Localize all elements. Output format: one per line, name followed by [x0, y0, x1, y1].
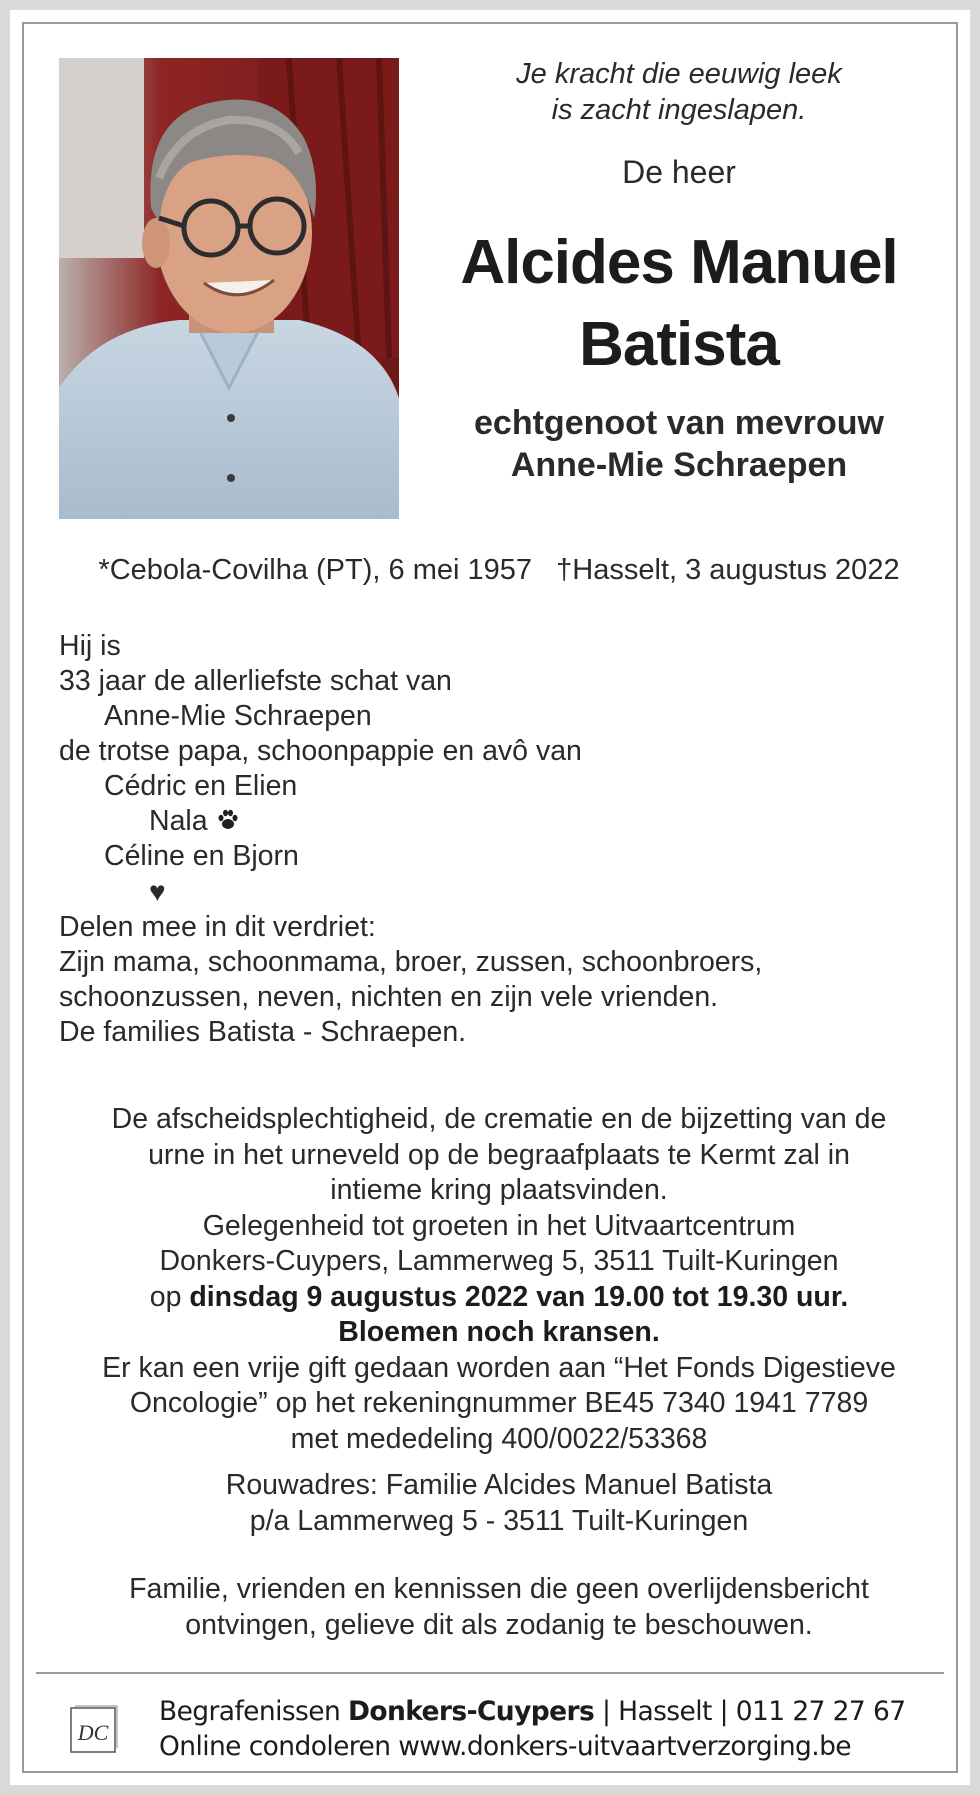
address-line-1: Rouwadres: Familie Alcides Manuel Batista [225, 1469, 773, 1501]
relatives-line-2: schoonzussen, neven, nichten en zijn vele vrienden. [59, 981, 719, 1013]
service-line-2: urne in het urneveld op de begraafplaats te Kermt zal in [148, 1138, 850, 1171]
deceased-name [424, 222, 934, 386]
service-line-3: intieme kring plaatsvinden. [330, 1174, 668, 1206]
service-date-line [54, 1280, 944, 1316]
service-line-5: Donkers-Cuypers, Lammerweg 5, 3511 Tuilt-Kuringen [159, 1245, 839, 1277]
no-flowers-line [54, 1315, 944, 1351]
service-date: dinsdag 9 augustus 2022 van 19.00 tot 19.30 uur. [189, 1280, 849, 1313]
family-partner: Anne-Mie Schraepen [104, 700, 372, 732]
family-years: 33 jaar de allerliefste schat van [59, 665, 452, 697]
footer-line-1 [159, 1694, 906, 1729]
svg-text:DC: DC [77, 1720, 109, 1745]
footer-contact: | Hasselt | 011 27 27 67 [594, 1696, 906, 1727]
service-line-4: Gelegenheid tot groeten in het Uitvaartcentrum [202, 1209, 796, 1242]
quote-line-1: Je kracht die eeuwig leek [516, 58, 842, 90]
share-intro: Delen mee in dit verdriet: [59, 911, 376, 943]
service-line-10: met mededeling 400/0022/53368 [290, 1422, 708, 1455]
families-line: De families Batista - Schraepen. [59, 1016, 467, 1048]
family-intro: Hij is [59, 630, 121, 662]
birth-date: *Cebola-Covilha (PT), 6 mei 1957 [98, 554, 532, 586]
obituary-card [22, 22, 958, 1773]
heart-icon: ♥ [149, 876, 166, 907]
deceased-name-line-1: Alcides Manuel [460, 228, 898, 297]
relatives-line-1: Zijn mama, schoonmama, broer, zussen, schoonbroers, [59, 946, 763, 978]
footer [59, 1686, 939, 1766]
footer-prefix: Begrafenissen [159, 1696, 348, 1727]
memorial-quote [424, 56, 934, 128]
portrait-photo [59, 58, 399, 519]
deceased-name-line-2: Batista [579, 310, 779, 379]
notice-line-2: ontvingen, gelieve dit als zodanig te beschouwen. [185, 1608, 813, 1641]
paw-icon [216, 808, 240, 832]
service-line-8: Er kan een vrije gift gedaan worden aan “Het Fonds Digestieve [102, 1351, 896, 1384]
spouse-info [424, 402, 934, 486]
quote-line-2: is zacht ingeslapen. [551, 94, 807, 126]
honorific: De heer [622, 154, 736, 190]
closing-notice [54, 1572, 944, 1643]
spouse-line-1: echtgenoot van mevrouw [474, 404, 884, 442]
family-pet [59, 804, 939, 839]
spouse-line-2: Anne-Mie Schraepen [510, 446, 848, 484]
family-papa: de trotse papa, schoonpappie en avô van [59, 735, 582, 767]
funeral-home-logo [69, 1704, 121, 1756]
heart-row [59, 874, 939, 910]
service-line-1: De afscheidsplechtigheid, de crematie en de bijzetting van de [111, 1103, 887, 1135]
life-dates [59, 554, 939, 587]
address-line-2: p/a Lammerweg 5 - 3511 Tuilt-Kuringen [249, 1504, 749, 1537]
footer-online[interactable]: Online condoleren www.donkers-uitvaartverzorging.be [159, 1731, 852, 1762]
service-line-9: Oncologie” op het rekeningnummer BE45 7340 1941 7789 [129, 1387, 869, 1419]
family-list [59, 629, 939, 1050]
notice-line-1: Familie, vrienden en kennissen die geen overlijdensbericht [129, 1573, 869, 1605]
death-date: †Hasselt, 3 augustus 2022 [556, 554, 900, 586]
family-child-1: Cédric en Elien [104, 770, 298, 802]
service-date-prefix: op [149, 1280, 190, 1313]
pet-name: Nala [149, 805, 208, 837]
footer-company: Donkers-Cuypers [347, 1696, 595, 1727]
footer-text [159, 1694, 906, 1764]
family-child-2: Céline en Bjorn [104, 840, 299, 872]
footer-divider [36, 1672, 944, 1674]
service-info [54, 1102, 944, 1457]
no-flowers: Bloemen noch kransen. [338, 1316, 660, 1348]
mourning-address [54, 1468, 944, 1539]
